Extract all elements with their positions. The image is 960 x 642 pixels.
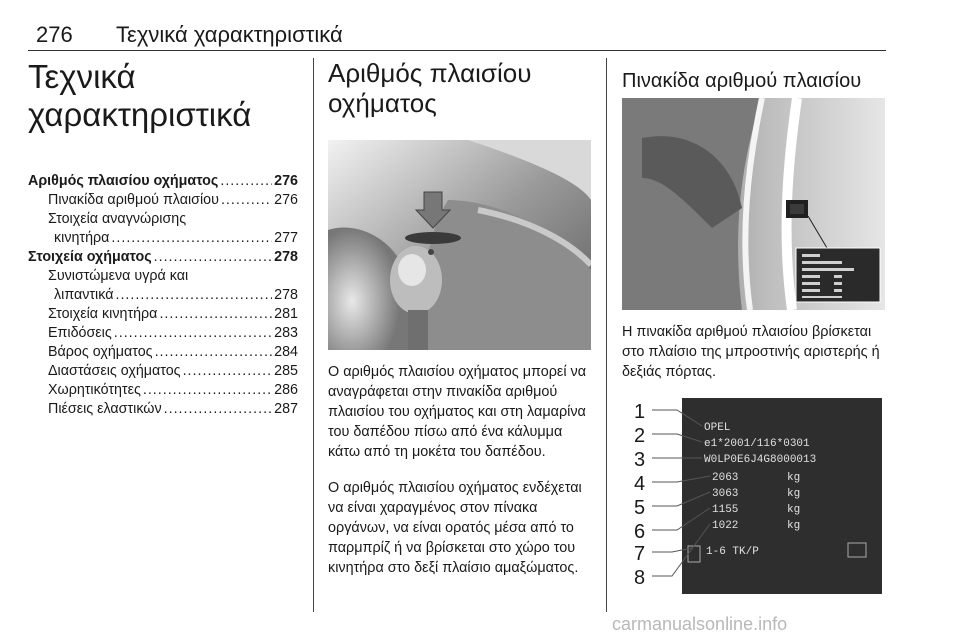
toc-entry-page: 278 xyxy=(274,287,298,303)
plate-unit: kg xyxy=(787,504,801,516)
section-title: Πινακίδα αριθμού πλαισίου xyxy=(622,70,862,92)
plate-unit: kg xyxy=(787,488,801,500)
toc-entry-label: Πινακίδα αριθμού πλαισίου xyxy=(48,192,219,208)
toc-entry-page: 276 xyxy=(274,173,298,189)
toc-entry-label: Στοιχεία οχήματος xyxy=(28,249,152,265)
paragraph: Η πινακίδα αριθμού πλαισίου βρίσκεται στο πλαίσιο της μπροστινής αριστερής ή δεξιάς πόρτας. xyxy=(622,324,880,380)
section-title-line2: οχήματος xyxy=(328,88,437,118)
toc-entry-label: Πιέσεις ελαστικών xyxy=(48,401,162,417)
toc-entry[interactable] xyxy=(28,324,298,343)
callout-number: 1 xyxy=(634,401,646,423)
chapter-title-line2: χαρακτηριστικά xyxy=(28,96,252,133)
plate-axle: 1-6 TK/P xyxy=(706,546,759,558)
column-divider xyxy=(606,58,607,612)
toc-entry[interactable] xyxy=(28,362,298,381)
toc-entry-label: λιπαντικά xyxy=(54,287,114,303)
column-divider xyxy=(313,58,314,612)
floor-vin-photo xyxy=(328,140,591,350)
watermark: carmanualsonline.info xyxy=(612,614,788,634)
paragraph: Ο αριθμός πλαισίου οχήματος μπορεί να αναγράφεται στην πινακίδα αριθμού πλαισίου του οχήματος και στη λαμαρίνα του δαπέδου πίσω από ένα κάλυμμα κάτω από τη μοκέτα του δαπέδου. xyxy=(328,364,587,460)
toc-entry[interactable] xyxy=(28,343,298,362)
toc-entry[interactable] xyxy=(28,248,298,267)
plate-unit: kg xyxy=(787,472,801,484)
vin-plate-diagram xyxy=(622,388,885,600)
plate-weight: 1155 xyxy=(712,504,739,516)
chapter-title-line1: Τεχνικά xyxy=(28,58,136,95)
plate-column xyxy=(622,58,887,589)
page-header xyxy=(28,22,888,52)
header-divider xyxy=(28,50,886,51)
toc-entry-page: 276 xyxy=(274,192,298,208)
toc-entry[interactable] xyxy=(28,191,298,210)
toc-entry-page: 285 xyxy=(274,363,298,379)
callout-number: 4 xyxy=(634,473,646,495)
section-title-line1: Αριθμός πλαισίου xyxy=(328,58,532,88)
callout-number: 7 xyxy=(634,543,646,565)
toc-entry[interactable] xyxy=(28,400,298,419)
toc-entry[interactable] xyxy=(28,267,298,286)
toc-entry-label: Συνιστώμενα υγρά και xyxy=(48,268,189,284)
toc-entry[interactable] xyxy=(28,305,298,324)
toc-entry[interactable] xyxy=(28,210,298,229)
plate-maker: OPEL xyxy=(704,422,731,434)
toc-entry-page: 286 xyxy=(274,382,298,398)
toc-entry-label: Αριθμός πλαισίου οχήματος xyxy=(28,173,219,189)
toc-entry-page: 281 xyxy=(274,306,298,322)
chapter-title xyxy=(28,58,298,134)
chapter-column xyxy=(28,58,298,419)
toc-entry-label: κινητήρα xyxy=(54,230,110,246)
plate-weight: 2063 xyxy=(712,472,739,484)
toc-entry[interactable] xyxy=(28,172,298,191)
toc-entry-label: Επιδόσεις xyxy=(48,325,112,341)
paragraph: Ο αριθμός πλαισίου οχήματος ενδέχεται να είναι χαραγμένος στον πίνακα οργάνων, να είναι ορατός μέσα από το παρμπρίζ ή να βρίσκεται στο χώρο του κινητήρα στο δεξί πλαίσιο αμαξώματος. xyxy=(328,480,582,576)
toc-entry-label: Βάρος οχήματος xyxy=(48,344,153,360)
toc-entry-label: Χωρητικότητες xyxy=(48,382,141,398)
page-number: 276 xyxy=(36,22,73,47)
callout-number: 8 xyxy=(634,567,646,589)
plate-weight: 1022 xyxy=(712,520,739,532)
plate-unit: kg xyxy=(787,520,801,532)
section-title xyxy=(328,58,596,118)
callout-number: 2 xyxy=(634,425,646,447)
toc-entry-page: 283 xyxy=(274,325,298,341)
toc-entry-page: 284 xyxy=(274,344,298,360)
plate-vin: W0LP0E6J4G8000013 xyxy=(704,454,817,466)
toc-entry-page: 287 xyxy=(274,401,298,417)
plate-weight: 3063 xyxy=(712,488,739,500)
vin-column xyxy=(328,58,596,576)
plate-approval: e1*2001/116*0301 xyxy=(704,438,810,450)
toc-entry-continued[interactable] xyxy=(28,229,298,248)
toc-entry[interactable] xyxy=(28,381,298,400)
table-of-contents xyxy=(28,172,298,419)
toc-entry-label: Στοιχεία αναγνώρισης xyxy=(48,211,187,227)
toc-entry-page: 277 xyxy=(274,230,298,246)
door-pillar-photo xyxy=(622,98,885,310)
callout-number: 5 xyxy=(634,497,646,519)
toc-entry-label: Διαστάσεις οχήματος xyxy=(48,363,181,379)
toc-entry-continued[interactable] xyxy=(28,286,298,305)
toc-entry-label: Στοιχεία κινητήρα xyxy=(48,306,158,322)
running-title: Τεχνικά χαρακτηριστικά xyxy=(116,22,343,47)
toc-entry-page: 278 xyxy=(274,249,298,265)
callout-number: 3 xyxy=(634,449,646,471)
callout-number: 6 xyxy=(634,521,646,543)
